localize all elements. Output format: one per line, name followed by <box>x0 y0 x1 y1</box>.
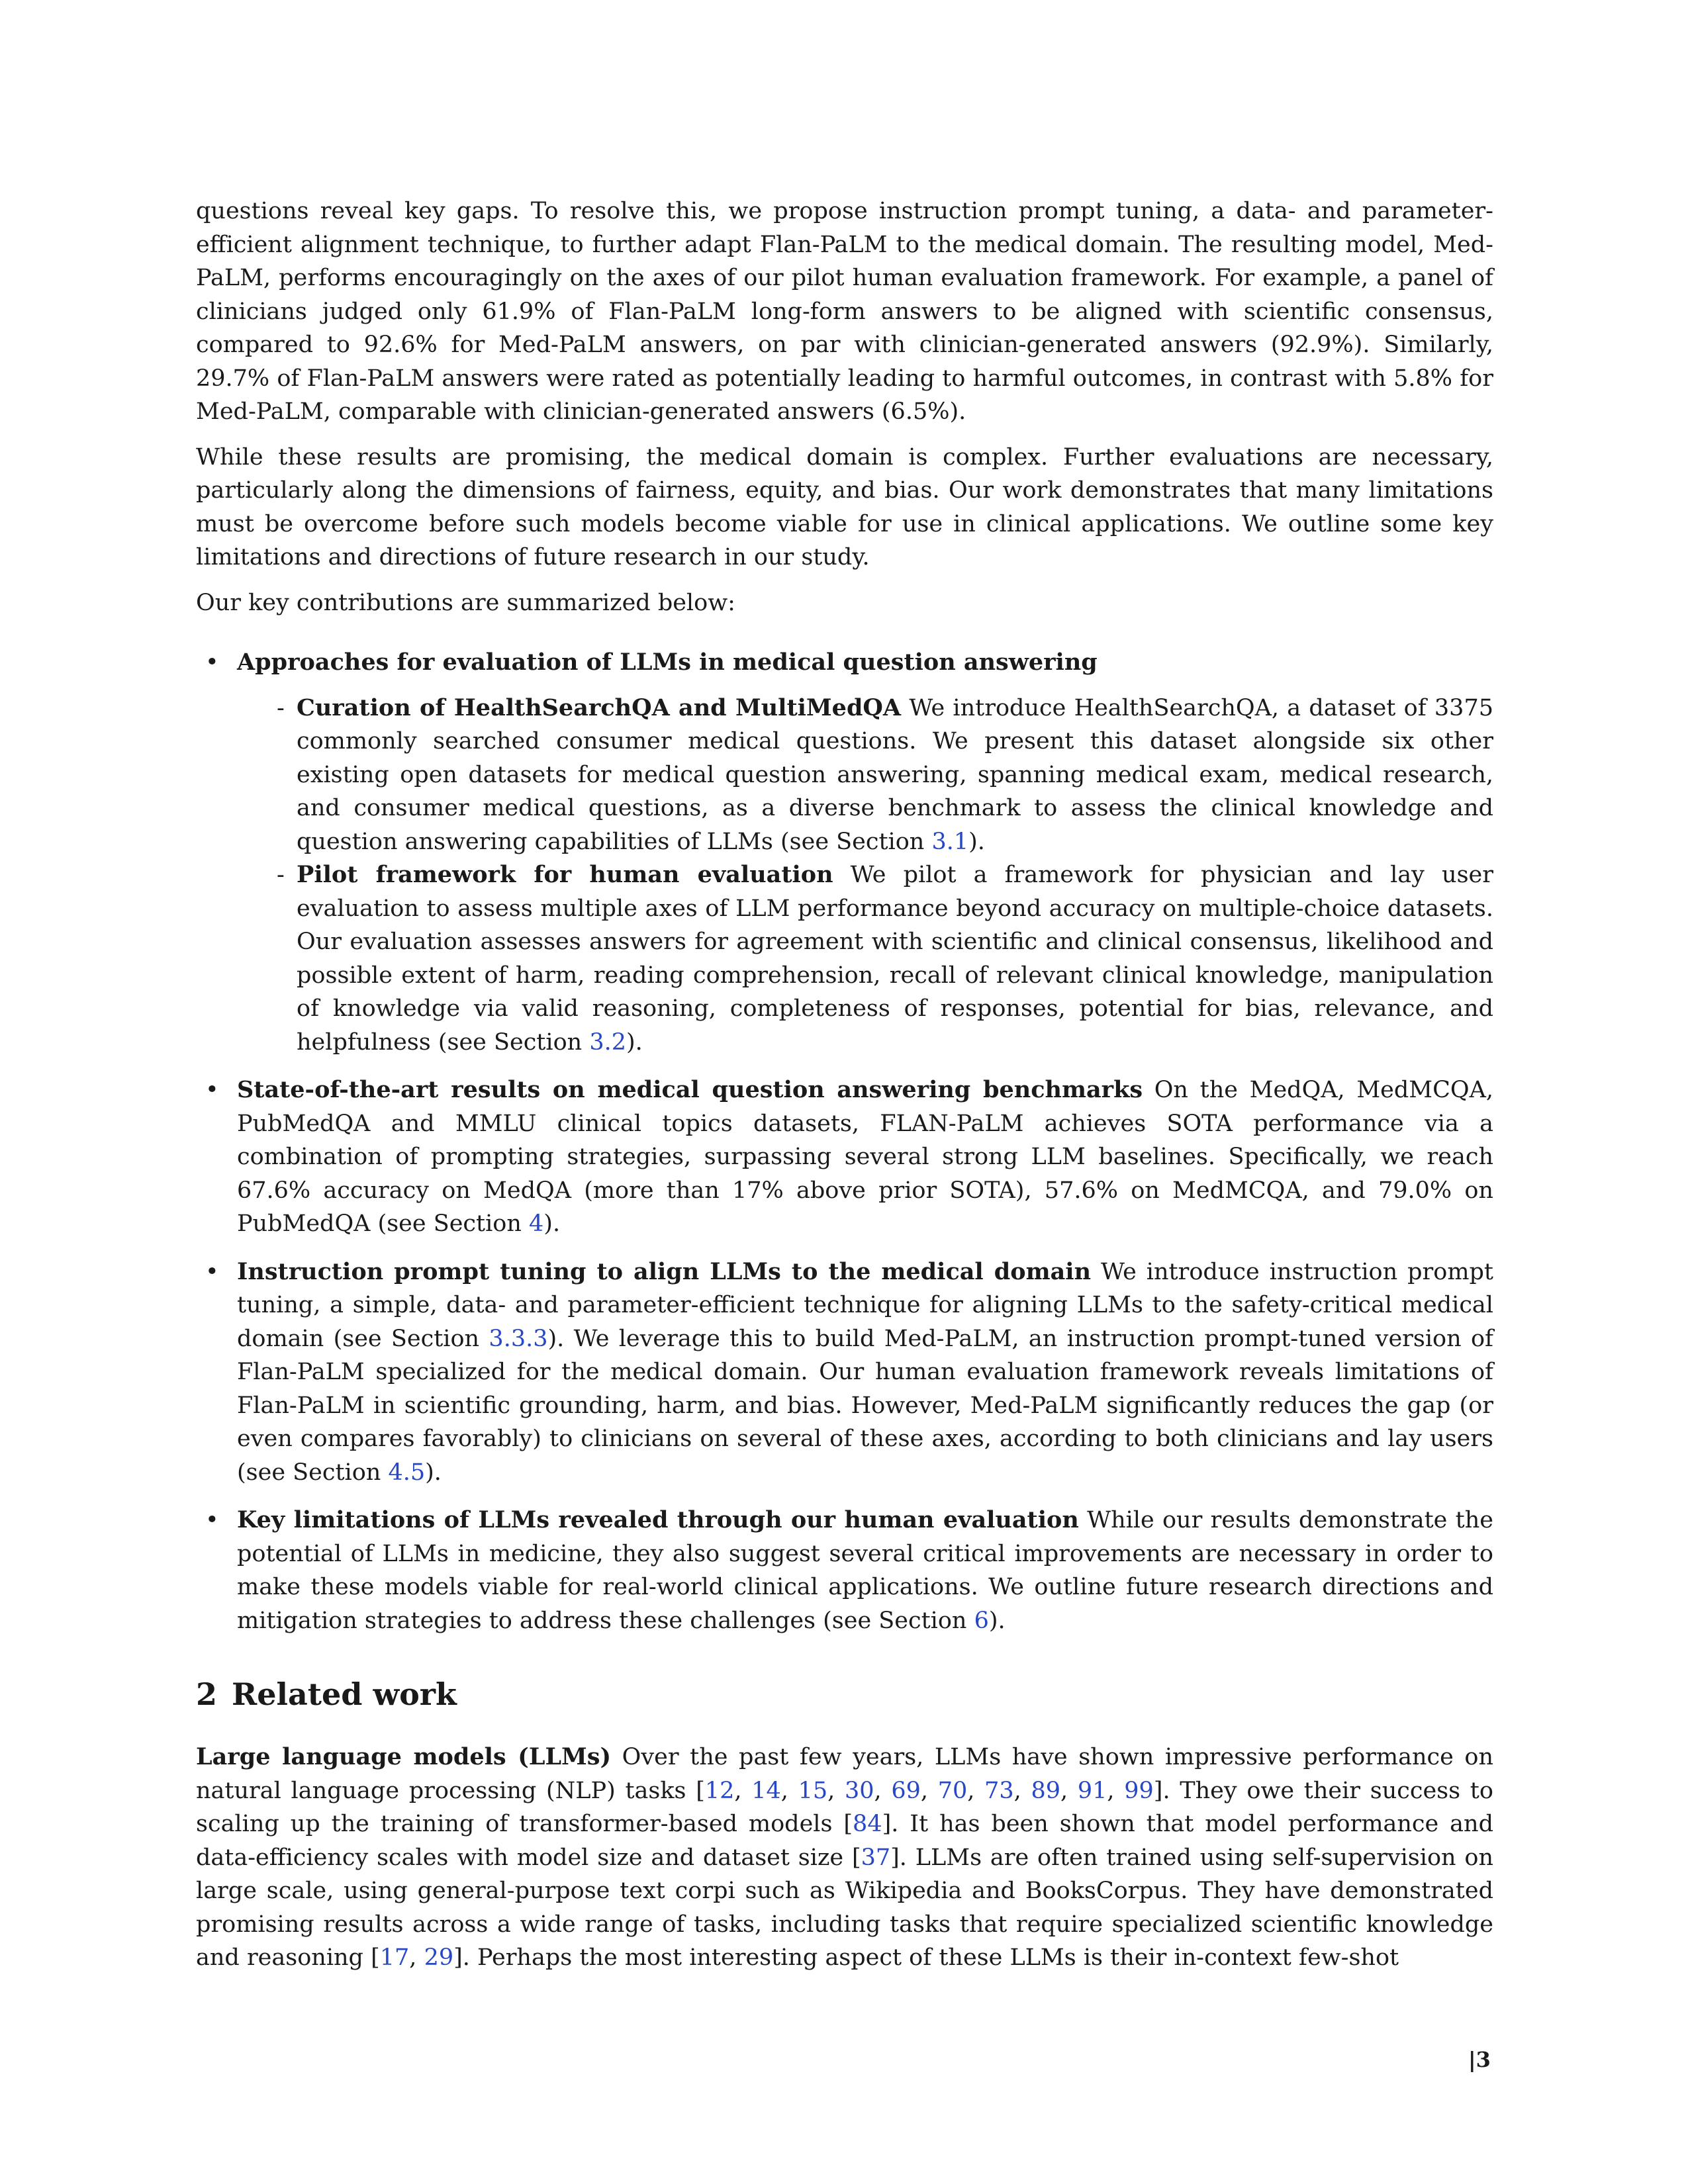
citation-separator: , <box>409 1944 424 1971</box>
citation-link[interactable]: 84 <box>853 1811 882 1837</box>
page-number: |3 <box>1468 2047 1491 2072</box>
contribution-item <box>196 1504 1493 1637</box>
related-text: ]. They owe their success to scaling up the training of transformer-based models [ <box>196 1777 1493 1837</box>
related-text: ]. It has been shown that model performance and data-efficiency scales with model size and dataset size [ <box>196 1811 1493 1871</box>
related-text: Over the past few years, LLMs have shown impressive performance on natural language processing (NLP) tasks [ <box>196 1744 1493 1804</box>
section-link[interactable]: 4.5 <box>388 1459 426 1486</box>
section-link[interactable]: 3.3.3 <box>489 1325 548 1352</box>
citation-link[interactable]: 15 <box>798 1777 828 1804</box>
citation-link[interactable]: 17 <box>379 1944 410 1971</box>
citation-group <box>705 1778 1154 1804</box>
page-body <box>196 195 1493 1987</box>
contribution-subitem <box>237 858 1493 1059</box>
related-text: ]. LLMs are often trained using self-supervision on large scale, using general-purpose text corpi such as Wikipedia and BooksCorpus. They have demonstrated promising results across a wide range of tasks, including tasks that require specialized scientific knowledge and reasoning [ <box>196 1844 1494 1971</box>
citation-link[interactable]: 89 <box>1031 1777 1061 1804</box>
citation-separator: , <box>780 1777 798 1804</box>
section-link[interactable]: 6 <box>974 1607 989 1634</box>
citation-separator: , <box>1060 1777 1078 1804</box>
contribution-text: We introduce instruction prompt tuning, a simple, data- and parameter-efficient technique for aligning LLMs to the safety-critical medical domain (see Section <box>237 1258 1493 1352</box>
citation-link[interactable]: 73 <box>984 1777 1014 1804</box>
contribution-title: Instruction prompt tuning to align LLMs to the medical domain <box>237 1257 1092 1285</box>
section-number: 2 <box>196 1676 218 1712</box>
contribution-end: ). <box>988 1607 1006 1634</box>
subitem-title: Curation of HealthSearchQA and MultiMedQA <box>297 694 902 721</box>
section-link[interactable]: 3.2 <box>589 1028 626 1056</box>
citation-separator: , <box>1107 1777 1125 1804</box>
section-link[interactable]: 3.1 <box>931 828 969 855</box>
intro-paragraph-1: questions reveal key gaps. To resolve this, we propose instruction prompt tuning, a data- and parameter-efficient alignment technique, to further adapt Flan-PaLM to the medical domain. The resulting model, Med-PaLM, performs encouragingly on the axes of our pilot human evaluation framework. For example, a panel of clinicians judged only 61.9% of Flan-PaLM long-form answers to be aligned with scientific consensus, compared to 92.6% for Med-PaLM answers, on par with clinician-generated answers (92.9%). Similarly, 29.7% of Flan-PaLM answers were rated as potentially leading to harmful outcomes, in contrast with 5.8% for Med-PaLM, comparable with clinician-generated answers (6.5%). <box>196 198 1493 425</box>
citation-link[interactable]: 12 <box>704 1777 735 1804</box>
contribution-title: Key limitations of LLMs revealed through our human evaluation <box>237 1506 1079 1533</box>
intro-paragraph-3: Our key contributions are summarized below: <box>196 589 735 616</box>
citation-link[interactable]: 99 <box>1124 1777 1154 1804</box>
subitem-end: ). <box>626 1028 643 1056</box>
contribution-item <box>196 1073 1493 1241</box>
related-text: ]. Perhaps the most interesting aspect of these LLMs is their in-context few-shot <box>453 1944 1399 1971</box>
contribution-title: Approaches for evaluation of LLMs in medical question answering <box>237 649 1098 676</box>
contribution-item <box>196 1255 1493 1490</box>
contribution-subitem <box>237 692 1493 859</box>
subitem-text: We introduce HealthSearchQA, a dataset of 3375 commonly searched consumer medical questions. We present this dataset alongside six other existing open datasets for medical question answering, spanning medical exam, medical research, and consumer medical questions, as a diverse benchmark to assess the clinical knowledge and question answering capabilities of LLMs (see Section <box>297 694 1493 855</box>
subitem-end: ). <box>968 828 985 855</box>
section-title: Related work <box>232 1676 457 1712</box>
contribution-end: ). <box>543 1210 561 1237</box>
citation-link[interactable]: 37 <box>861 1844 891 1871</box>
contribution-sublist <box>237 692 1493 1060</box>
citation-link[interactable]: 70 <box>937 1777 968 1804</box>
citation-separator: , <box>967 1777 985 1804</box>
citation-separator: , <box>734 1777 752 1804</box>
subitem-title: Pilot framework for human evaluation <box>297 861 833 888</box>
citation-link[interactable]: 30 <box>845 1777 874 1804</box>
contribution-item <box>196 646 1493 1059</box>
citation-link[interactable]: 14 <box>751 1777 781 1804</box>
contribution-text: On the MedQA, MedMCQA, PubMedQA and MMLU clinical topics datasets, FLAN-PaLM achieves SOTA performance via a combination of prompting strategies, surpassing several strong LLM baselines. Specifically, we reach 67.6% accuracy on MedQA (more than 17% above prior SOTA), 57.6% on MedMCQA, and 79.0% on PubMedQA (see Section <box>237 1077 1493 1237</box>
contribution-title: State-of-the-art results on medical question answering benchmarks <box>237 1076 1143 1103</box>
citation-separator: , <box>827 1777 845 1804</box>
subitem-text: We pilot a framework for physician and lay user evaluation to assess multiple axes of LLM performance beyond accuracy on multiple-choice datasets. Our evaluation assesses answers for agreement with scientific and clinical consensus, likelihood and possible extent of harm, reading comprehension, recall of relevant clinical knowledge, manipulation of knowledge via valid reasoning, completeness of responses, potential for bias, relevance, and helpfulness (see Section <box>297 862 1493 1056</box>
contribution-text: While our results demonstrate the potential of LLMs in medicine, they also suggest several critical improvements are necessary in order to make these models viable for real-world clinical applications. We outline future research directions and mitigation strategies to address these challenges (see Section <box>237 1507 1493 1634</box>
section-link[interactable]: 4 <box>529 1210 544 1237</box>
citation-link[interactable]: 91 <box>1077 1777 1107 1804</box>
contribution-text-2: ). We leverage this to build Med-PaLM, an instruction prompt-tuned version of Flan-PaLM specialized for the medical domain. Our human evaluation framework reveals limitations of Flan-PaLM in scientific grounding, harm, and bias. However, Med-PaLM significantly reduces the gap (or even compares favorably) to clinicians on several of these axes, according to both clinicians and lay users (see Section <box>237 1325 1493 1486</box>
related-paragraph <box>196 1741 1493 1975</box>
citation-group <box>380 1944 453 1971</box>
citation-separator: , <box>920 1777 938 1804</box>
citation-link[interactable]: 29 <box>424 1944 454 1971</box>
citation-link[interactable]: 69 <box>891 1777 921 1804</box>
paragraph-lead: Large language models (LLMs) <box>196 1743 612 1770</box>
contributions-list <box>196 646 1493 1637</box>
contribution-end: ). <box>425 1459 442 1486</box>
citation-separator: , <box>874 1777 892 1804</box>
citation-separator: , <box>1013 1777 1031 1804</box>
intro-paragraph-2: While these results are promising, the medical domain is complex. Further evaluations are necessary, particularly along the dimensions of fairness, equity, and bias. Our work demonstrates that many limitations must be overcome before such models become viable for use in clinical applications. We outline some key limitations and directions of future research in our study. <box>196 443 1493 570</box>
section-heading <box>196 1674 1493 1714</box>
